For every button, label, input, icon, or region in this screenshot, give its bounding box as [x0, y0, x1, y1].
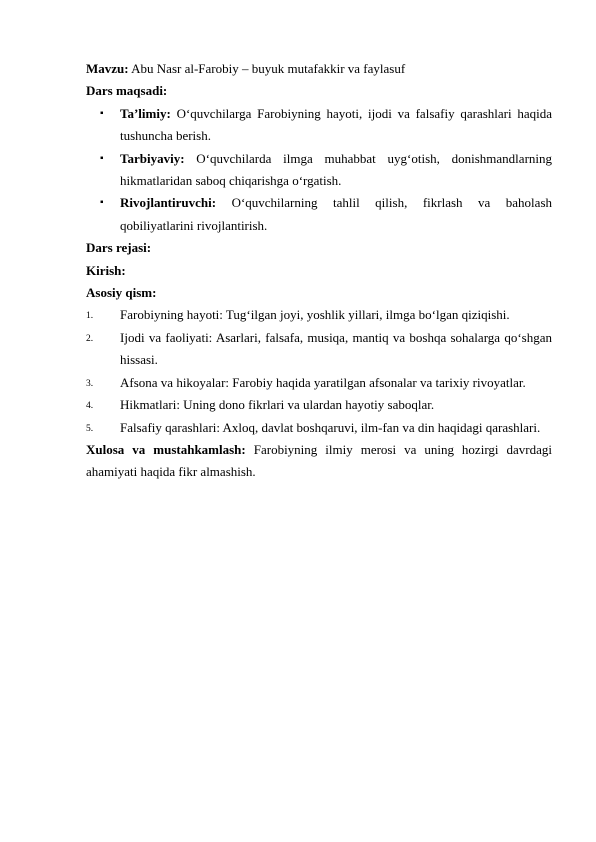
- plan-item-number: 2.: [86, 333, 94, 344]
- topic-label: Mavzu:: [86, 61, 129, 76]
- lesson-plan: [86, 58, 552, 484]
- goals-heading: Dars maqsadi:: [86, 83, 168, 99]
- plan-item-text: Ijodi va faoliyati: Asarlari, falsafa, musiqa, mantiq va boshqa sohalarga qo‘shgan hissasi.: [120, 329, 552, 368]
- conclusion-paragraph: [86, 439, 552, 484]
- goal-label: Ta’limiy:: [120, 105, 171, 121]
- topic-text: Abu Nasr al-Farobiy – buyuk mutafakkir va faylasuf: [131, 61, 406, 76]
- goal-label: Tarbiyaviy:: [120, 150, 185, 166]
- plan-item-number: 4.: [86, 401, 94, 412]
- plan-heading: Dars rejasi:: [86, 240, 152, 256]
- goals-list: [86, 103, 552, 237]
- topic-line: [86, 58, 552, 80]
- plan-item-number: 3.: [86, 378, 94, 389]
- plan-item-number: 1.: [86, 311, 94, 322]
- goal-text: O‘quvchilarga Farobiyning hayoti, ijodi va falsafiy qarashlari haqida tushuncha berish.: [120, 105, 552, 144]
- goal-text: O‘quvchilarning tahlil qilish, fikrlash va baholash qobiliyatlarini rivojlantirish.: [120, 195, 552, 233]
- plan-item: [86, 372, 552, 394]
- bullet-icon: ▪: [100, 107, 104, 119]
- conclusion-text: Farobiyning ilmiy merosi va uning hozirgi davrdagi ahamiyati haqida fikr almashish.: [86, 441, 552, 480]
- bullet-icon: ▪: [100, 152, 104, 164]
- plan-item: [86, 327, 552, 372]
- plan-list: [86, 304, 552, 438]
- goal-item: [86, 103, 552, 148]
- plan-item: [86, 304, 552, 326]
- plan-item: [86, 417, 552, 439]
- plan-item-text: Farobiyning hayoti: Tug‘ilgan joyi, yoshlik yillari, ilmga bo‘lgan qiziqishi.: [120, 307, 510, 323]
- bullet-icon: ▪: [100, 197, 104, 209]
- goal-label: Rivojlantiruvchi:: [120, 195, 217, 211]
- intro-heading: Kirish:: [86, 262, 126, 278]
- goal-item: [86, 192, 552, 237]
- plan-item-number: 5.: [86, 423, 94, 434]
- main-heading: Asosiy qism:: [86, 285, 157, 301]
- plan-item-text: Afsona va hikoyalar: Farobiy haqida yaratilgan afsonalar va tarixiy rivoyatlar.: [120, 374, 526, 390]
- plan-item-text: Hikmatlari: Uning dono fikrlari va ulardan hayotiy saboqlar.: [120, 397, 435, 413]
- plan-item-text: Falsafiy qarashlari: Axloq, davlat boshqaruvi, ilm-fan va din haqidagi qarashlari.: [120, 419, 541, 435]
- conclusion-label: Xulosa va mustahkamlash:: [86, 441, 246, 457]
- goal-item: [86, 148, 552, 193]
- goal-text: O‘quvchilarda ilmga muhabbat uyg‘otish, donishmandlarning hikmatlaridan saboq chiqarishga o‘rgatish.: [120, 150, 553, 189]
- plan-item: [86, 394, 552, 416]
